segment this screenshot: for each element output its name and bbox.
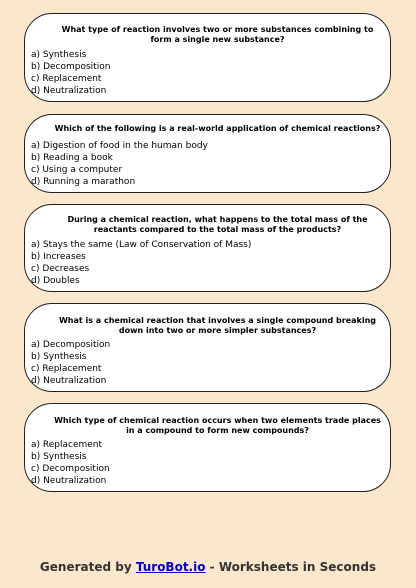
option-d: d) Neutralization (31, 86, 107, 96)
option-d: d) Doubles (31, 276, 80, 286)
question-card-5 (24, 403, 391, 492)
options-list (31, 439, 110, 487)
options-list (31, 49, 110, 97)
option-d: d) Neutralization (31, 376, 107, 386)
question-text: Which type of chemical reaction occurs when two elements trade places in a compound to form new compounds? (54, 416, 381, 435)
option-c: c) Replacement (31, 364, 102, 374)
option-b: b) Synthesis (31, 452, 87, 462)
question-card-3 (24, 204, 391, 292)
options-list (31, 239, 251, 287)
option-a: a) Stays the same (Law of Conservation of Mass) (31, 240, 252, 250)
option-a: a) Synthesis (31, 50, 87, 60)
option-c: c) Decomposition (31, 464, 110, 474)
option-b: b) Reading a book (31, 153, 113, 163)
option-c: c) Using a computer (31, 165, 123, 175)
footer-prefix: Generated by (39, 560, 132, 574)
question-card-4 (24, 303, 391, 392)
options-list (31, 140, 208, 188)
option-d: d) Neutralization (31, 476, 107, 486)
question-card-2 (24, 114, 391, 193)
option-b: b) Decomposition (31, 62, 111, 72)
option-c: c) Replacement (31, 74, 102, 84)
options-list (31, 339, 110, 387)
option-b: b) Synthesis (31, 352, 87, 362)
question-card-1 (24, 13, 391, 102)
question-text: Which of the following is a real-world application of chemical reactions? (54, 124, 381, 133)
option-c: c) Decreases (31, 264, 90, 274)
question-text: What is a chemical reaction that involves a single compound breaking down into two or more simpler substances? (58, 316, 376, 335)
option-a: a) Decomposition (31, 340, 111, 350)
option-a: a) Digestion of food in the human body (31, 141, 208, 151)
question-text: During a chemical reaction, what happens to the total mass of the reactants compared to the total mass of the products? (67, 215, 368, 234)
turobot-link[interactable]: TuroBot.io (135, 560, 206, 574)
footer (0, 560, 416, 574)
option-a: a) Replacement (31, 440, 103, 450)
option-d: d) Running a marathon (31, 177, 136, 187)
option-b: b) Increases (31, 252, 86, 262)
footer-suffix: - Worksheets in Seconds (209, 560, 377, 574)
question-text: What type of reaction involves two or more substances combining to form a single new substance? (61, 25, 374, 44)
